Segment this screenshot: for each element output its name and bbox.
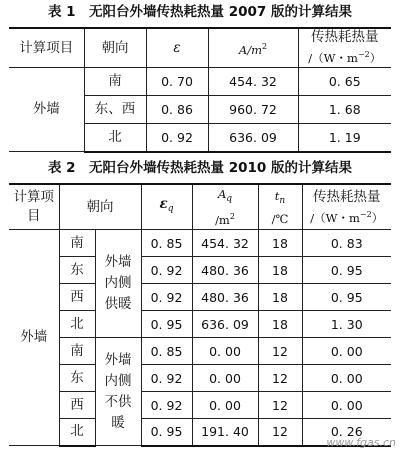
epsilon-cell: 0. 92 [141,257,192,284]
epsilon-cell: 0. 70 [146,68,208,96]
header-area: $A_q$ $/m^2$ [192,184,258,230]
heat-loss-cell: 1. 68 [298,96,391,124]
direction-cell: 南 [59,230,95,257]
epsilon-cell: 0. 92 [146,124,208,152]
table-row [9,365,391,392]
epsilon-cell: 0. 86 [146,96,208,124]
temperature-cell: 12 [258,392,302,419]
heat-loss-cell: 0. 26 [302,419,391,446]
table-row [9,257,391,284]
direction-cell: 北 [84,124,146,152]
header-direction: 朝向 [59,184,141,230]
area-cell: 636. 09 [208,124,298,152]
watermark: www.fgas.cn [326,436,396,449]
heat-loss-cell: 0. 95 [302,284,391,311]
epsilon-cell: 0. 92 [141,284,192,311]
table-row [9,68,391,96]
area-cell: 636. 09 [192,311,258,338]
direction-cell: 南 [59,338,95,365]
table-row [9,311,391,338]
direction-cell: 西 [59,392,95,419]
header-temperature: $t_n$ /℃ [258,184,302,230]
epsilon-cell: 0. 85 [141,230,192,257]
header-direction: 朝向 [84,28,146,68]
group-unheated: 外墙内侧不供暖 [95,338,141,446]
direction-cell: 东、西 [84,96,146,124]
epsilon-cell: 0. 92 [141,365,192,392]
heat-loss-cell: 0. 00 [302,365,391,392]
table1 [9,27,391,153]
header-epsilon: ε [146,28,208,68]
temperature-cell: 18 [258,230,302,257]
temperature-cell: 18 [258,257,302,284]
area-cell: 191. 40 [192,419,258,446]
header-heat-loss: 传热耗热量 /（W・$m^{-2}$） [302,184,391,230]
epsilon-cell: 0. 95 [141,419,192,446]
header-area: $A/m^2$ [208,28,298,68]
heat-loss-cell: 0. 00 [302,392,391,419]
item-cell: 外墙 [9,68,84,152]
header-item: 计算项目 [9,28,84,68]
area-cell: 480. 36 [192,257,258,284]
direction-cell: 东 [59,365,95,392]
epsilon-cell: 0. 85 [141,338,192,365]
epsilon-cell: 0. 92 [141,392,192,419]
table-row [9,284,391,311]
temperature-cell: 18 [258,311,302,338]
table-row [9,230,391,257]
table2-header-row [9,184,391,230]
temperature-cell: 12 [258,419,302,446]
table2-title: 表 2 无阳台外墙传热耗热量 2010 版的计算结果 [47,160,353,176]
area-cell: 0. 00 [192,365,258,392]
direction-cell: 南 [84,68,146,96]
heat-loss-cell: 1. 19 [298,124,391,152]
direction-cell: 西 [59,284,95,311]
area-cell: 480. 36 [192,284,258,311]
area-cell: 0. 00 [192,392,258,419]
epsilon-cell: 0. 95 [141,311,192,338]
direction-cell: 北 [59,311,95,338]
group-heated: 外墙内侧供暖 [95,230,141,338]
heat-loss-cell: 1. 30 [302,311,391,338]
heat-loss-cell: 0. 00 [302,338,391,365]
temperature-cell: 12 [258,338,302,365]
direction-cell: 东 [59,257,95,284]
direction-cell: 北 [59,419,95,446]
header-heat-loss: 传热耗热量 /（W・$m^{-2}$） [298,28,391,68]
area-cell: 454. 32 [192,230,258,257]
area-cell: 454. 32 [208,68,298,96]
table2 [9,183,391,447]
item-cell: 外墙 [9,230,59,446]
header-item: 计算项目 [9,184,59,230]
area-cell: 960. 72 [208,96,298,124]
temperature-cell: 18 [258,284,302,311]
temperature-cell: 12 [258,365,302,392]
table-row [9,338,391,365]
table-row [9,392,391,419]
header-epsilon: $\varepsilon_q$ [141,184,192,230]
area-cell: 0. 00 [192,338,258,365]
heat-loss-cell: 0. 83 [302,230,391,257]
table1-title: 表 1 无阳台外墙传热耗热量 2007 版的计算结果 [47,4,353,20]
heat-loss-cell: 0. 65 [298,68,391,96]
table1-header-row [9,28,391,68]
heat-loss-cell: 0. 95 [302,257,391,284]
